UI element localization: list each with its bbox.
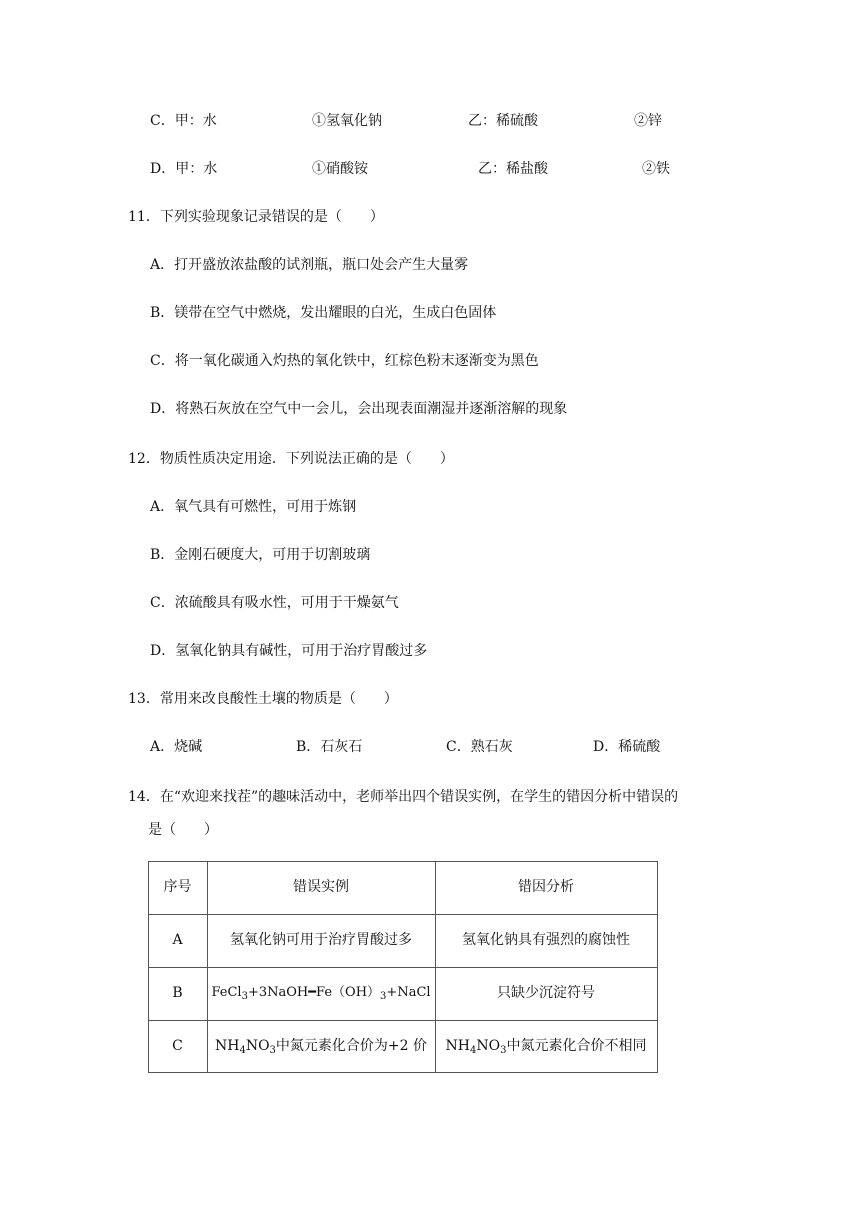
q13-option-a: A．烧碱 — [150, 739, 203, 755]
q14-table — [148, 861, 658, 1073]
q10-option-c-item3: ②锌 — [634, 113, 662, 129]
q13-option-b: B．石灰石 — [296, 739, 363, 755]
q12-option-b: B．金刚石硬度大，可用于切割玻璃 — [150, 547, 371, 563]
q11-option-d: D．将熟石灰放在空气中一会儿，会出现表面潮湿并逐渐溶解的现象 — [150, 401, 568, 417]
q12-option-d: D．氢氧化钠具有碱性，可用于治疗胃酸过多 — [150, 643, 428, 659]
q10-option-d-label: D．甲：水 — [150, 161, 218, 177]
table-row-c-example: $NH_4NO_3$中氮元素化合价为+2 价 — [214, 1038, 428, 1056]
table-row-a-analysis: 氢氧化钠具有强烈的腐蚀性 — [462, 932, 630, 948]
q10-option-c-item1: ①氢氧化钠 — [312, 113, 382, 129]
q14-stem-line2: 是（ ） — [148, 822, 218, 838]
table-row-b-analysis: 只缺少沉淀符号 — [497, 985, 595, 1001]
q11-option-b: B．镁带在空气中燃烧，发出耀眼的白光，生成白色固体 — [150, 305, 497, 321]
table-row-a-id: A — [172, 932, 183, 948]
q11-stem: 11．下列实验现象记录错误的是（ ） — [128, 209, 384, 225]
table-row-b-example: $FeCl_3+3NaOH━Fe(OH)_3+NaCl$ — [211, 985, 431, 1002]
table-header-id: 序号 — [163, 879, 192, 895]
table-row-c-id: C — [172, 1038, 183, 1054]
table-row-c-analysis: $NH_4NO_3$中氮元素化合价不相同 — [445, 1038, 647, 1056]
q12-option-a: A．氧气具有可燃性，可用于炼钢 — [150, 499, 357, 515]
q10-option-d-item3: ②铁 — [642, 161, 670, 177]
q11-option-c: C．将一氧化碳通入灼热的氧化铁中，红棕色粉末逐渐变为黑色 — [150, 353, 539, 369]
q10-option-c-item2: 乙：稀硫酸 — [468, 113, 538, 129]
q10-option-d-item1: ①硝酸铵 — [312, 161, 368, 177]
q14-stem-line1: 14．在“欢迎来找茬”的趣味活动中，老师举出四个错误实例，在学生的错因分析中错误的 — [128, 789, 679, 805]
q13-option-c: C．熟石灰 — [446, 739, 513, 755]
table-header-analysis: 错因分析 — [518, 879, 574, 895]
q13-option-d: D．稀硫酸 — [593, 739, 661, 755]
table-header-example: 错误实例 — [293, 879, 349, 895]
table-row-b-id: B — [172, 985, 183, 1001]
q13-stem: 13．常用来改良酸性土壤的物质是（ ） — [128, 691, 398, 707]
q12-option-c: C．浓硫酸具有吸水性，可用于干燥氨气 — [150, 595, 399, 611]
q11-option-a: A．打开盛放浓盐酸的试剂瓶，瓶口处会产生大量雾 — [150, 257, 469, 273]
q10-option-d-item2: 乙：稀盐酸 — [478, 161, 548, 177]
q12-stem: 12．物质性质决定用途．下列说法正确的是（ ） — [128, 451, 454, 467]
q10-option-c-label: C．甲：水 — [150, 113, 217, 129]
table-row-a-example: 氢氧化钠可用于治疗胃酸过多 — [230, 932, 412, 948]
